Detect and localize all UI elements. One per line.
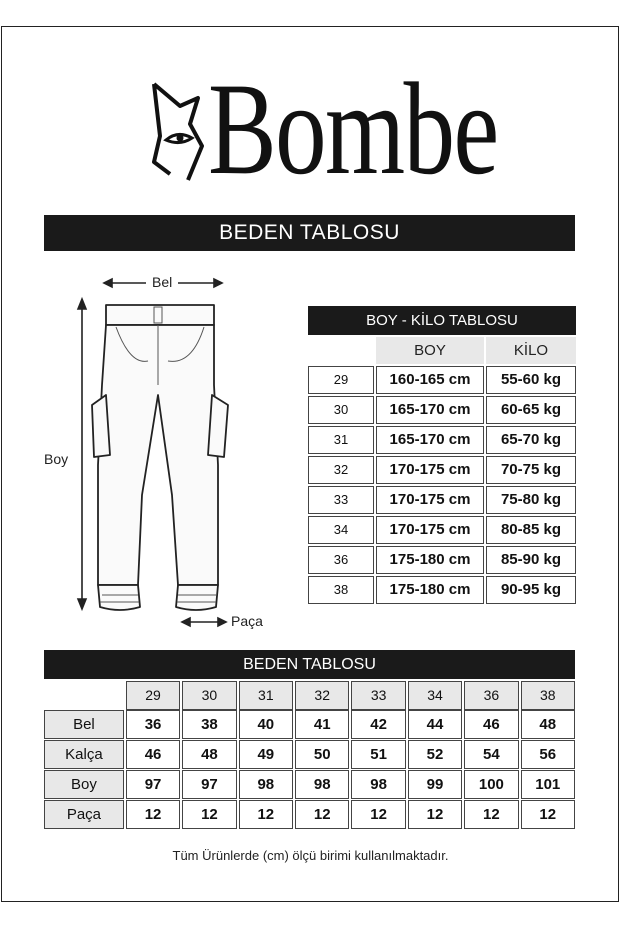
row-label: Bel	[44, 710, 124, 739]
boy-cell: 175-180 cm	[376, 546, 484, 574]
size-cell: 38	[308, 576, 374, 604]
brand-logo	[150, 55, 498, 202]
value-cell: 100	[464, 770, 518, 799]
value-cell: 44	[408, 710, 462, 739]
pants-diagram	[40, 265, 280, 635]
size-header-cell: 33	[351, 681, 405, 710]
value-cell: 51	[351, 740, 405, 769]
table-row	[308, 516, 576, 544]
value-cell: 12	[126, 800, 180, 829]
kilo-cell: 85-90 kg	[486, 546, 576, 574]
value-cell: 98	[239, 770, 293, 799]
size-cell: 34	[308, 516, 374, 544]
size-cell: 30	[308, 396, 374, 424]
kilo-cell: 55-60 kg	[486, 366, 576, 394]
main-banner: BEDEN TABLOSU	[44, 215, 575, 251]
row-label: Boy	[44, 770, 124, 799]
value-cell: 48	[521, 710, 575, 739]
table-row	[308, 426, 576, 454]
value-cell: 48	[182, 740, 236, 769]
value-cell: 36	[126, 710, 180, 739]
size-cell: 33	[308, 486, 374, 514]
kilo-cell: 60-65 kg	[486, 396, 576, 424]
label-bel: Bel	[152, 274, 173, 290]
footnote: Tüm Ürünlerde (cm) ölçü birimi kullanılmaktadır.	[172, 848, 449, 863]
size-header-cell: 34	[408, 681, 462, 710]
value-cell: 98	[351, 770, 405, 799]
size-cell: 32	[308, 456, 374, 484]
boy-cell: 170-175 cm	[376, 456, 484, 484]
col-header-boy: BOY	[376, 337, 484, 364]
value-cell: 42	[351, 710, 405, 739]
fox-face-icon	[150, 76, 210, 186]
value-cell: 49	[239, 740, 293, 769]
size-header-cell: 30	[182, 681, 236, 710]
brand-name: Bombe	[208, 55, 498, 202]
boy-cell: 170-175 cm	[376, 516, 484, 544]
table-row	[44, 770, 575, 799]
value-cell: 12	[521, 800, 575, 829]
value-cell: 98	[295, 770, 349, 799]
value-cell: 40	[239, 710, 293, 739]
boy-kilo-title: BOY - KİLO TABLOSU	[308, 306, 576, 335]
size-cell: 31	[308, 426, 374, 454]
table-row	[308, 396, 576, 424]
value-cell: 46	[126, 740, 180, 769]
value-cell: 56	[521, 740, 575, 769]
boy-cell: 165-170 cm	[376, 426, 484, 454]
value-cell: 12	[351, 800, 405, 829]
table-row	[308, 456, 576, 484]
size-header-cell: 36	[464, 681, 518, 710]
value-cell: 12	[239, 800, 293, 829]
boy-kilo-table	[308, 306, 576, 604]
size-header-cell: 29	[126, 681, 180, 710]
kilo-cell: 80-85 kg	[486, 516, 576, 544]
value-cell: 12	[464, 800, 518, 829]
value-cell: 12	[295, 800, 349, 829]
value-cell: 101	[521, 770, 575, 799]
table-row	[308, 486, 576, 514]
boy-cell: 175-180 cm	[376, 576, 484, 604]
table-row	[308, 546, 576, 574]
value-cell: 12	[408, 800, 462, 829]
size-header-cell: 38	[521, 681, 575, 710]
table-row	[308, 366, 576, 394]
value-cell: 12	[182, 800, 236, 829]
size-cell: 36	[308, 546, 374, 574]
table-row	[44, 800, 575, 829]
value-cell: 54	[464, 740, 518, 769]
value-cell: 97	[182, 770, 236, 799]
kilo-cell: 70-75 kg	[486, 456, 576, 484]
kilo-cell: 75-80 kg	[486, 486, 576, 514]
value-cell: 99	[408, 770, 462, 799]
value-cell: 52	[408, 740, 462, 769]
size-cell: 29	[308, 366, 374, 394]
row-label: Kalça	[44, 740, 124, 769]
size-header-cell: 32	[295, 681, 349, 710]
boy-cell: 160-165 cm	[376, 366, 484, 394]
beden-table	[44, 650, 575, 829]
boy-cell: 170-175 cm	[376, 486, 484, 514]
boy-kilo-header-row	[308, 337, 576, 364]
table-row	[44, 740, 575, 769]
value-cell: 41	[295, 710, 349, 739]
beden-table-title: BEDEN TABLOSU	[44, 650, 575, 679]
boy-cell: 165-170 cm	[376, 396, 484, 424]
value-cell: 38	[182, 710, 236, 739]
row-label: Paça	[44, 800, 124, 829]
col-header-kilo: KİLO	[486, 337, 576, 364]
beden-size-header-row	[44, 681, 575, 710]
kilo-cell: 65-70 kg	[486, 426, 576, 454]
size-header-cell: 31	[239, 681, 293, 710]
kilo-cell: 90-95 kg	[486, 576, 576, 604]
table-row	[308, 576, 576, 604]
label-paca: Paça	[231, 613, 263, 629]
table-row	[44, 710, 575, 739]
label-boy: Boy	[44, 451, 69, 467]
value-cell: 97	[126, 770, 180, 799]
value-cell: 46	[464, 710, 518, 739]
value-cell: 50	[295, 740, 349, 769]
